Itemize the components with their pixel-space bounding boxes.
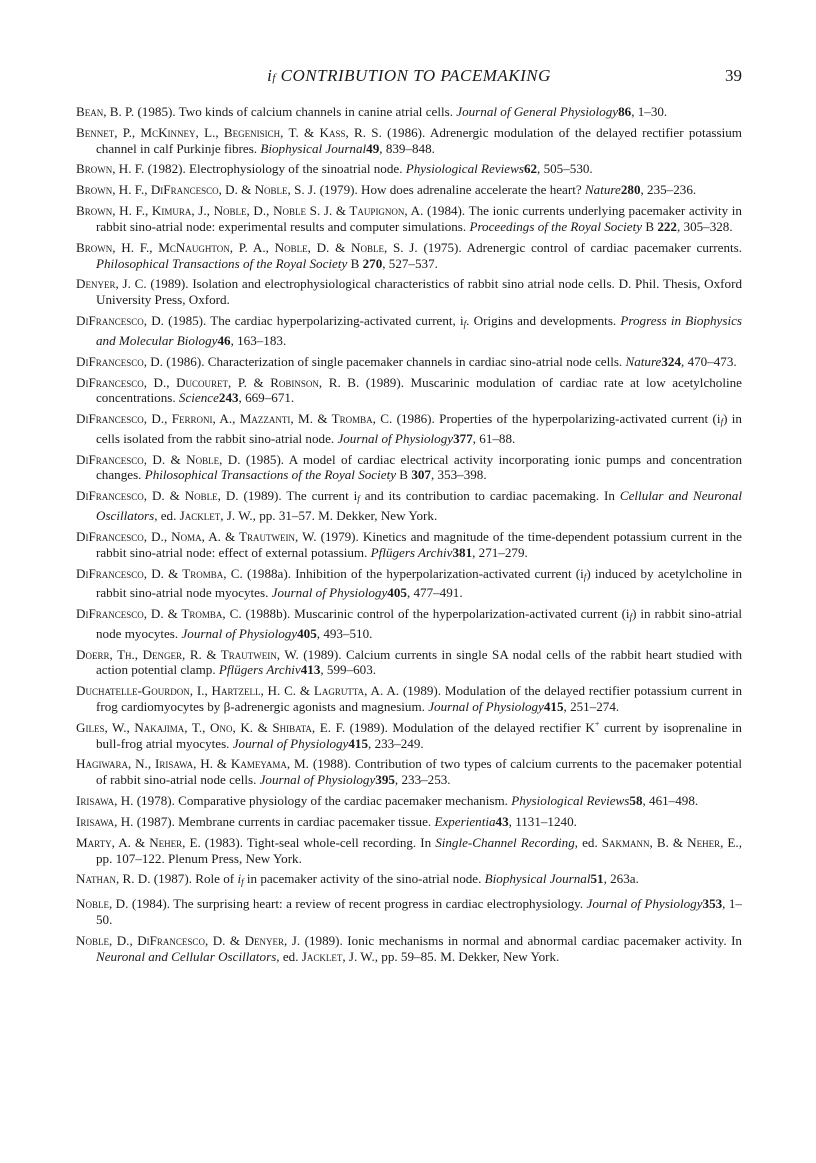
ref-source: Pflügers Archiv — [370, 544, 453, 560]
ref-text: (1986). Characterization of single pacemaker channels in cardiac sino-atrial node cells. — [163, 353, 626, 369]
ref-editors: Sakmann, B. & Neher, E. — [601, 834, 739, 850]
ref-volume: 377 — [453, 430, 473, 446]
reference-item — [76, 647, 742, 678]
running-header — [76, 66, 742, 96]
ref-source: Pflügers Archiv — [218, 662, 301, 678]
ref-source: Nature — [584, 182, 621, 198]
ref-text-continued: . Origins and developments. — [466, 313, 621, 329]
ref-italic-symbol: i — [237, 871, 242, 887]
ref-pages: , 461–498. — [642, 793, 699, 809]
ref-source: Journal of Physiology — [259, 772, 376, 788]
ref-authors: Brown, H. F. — [76, 161, 145, 177]
ref-text: (1987). Membrane currents in cardiac pacemaker tissue. — [133, 813, 435, 829]
ref-volume: 49 — [366, 140, 380, 156]
ref-source: Proceedings of the Royal Society — [469, 218, 643, 234]
ref-subscript: f — [629, 612, 633, 623]
ref-text: (1989). Ionic mechanisms in normal and abnormal cardiac pacemaker activity. In — [300, 932, 742, 948]
ref-volume: 46 — [217, 332, 231, 348]
ref-pages: , 470–473. — [681, 353, 737, 369]
ref-subscript: f — [720, 417, 724, 428]
ref-text: (1986). Adrenergic modulation of the delayed rectifier potassium channel in calf Purkinje fibres. — [96, 124, 742, 156]
ref-authors: Noble, D., DiFrancesco, D. & Denyer, J. — [76, 932, 301, 948]
title-subscript: f — [272, 72, 276, 84]
ref-text: (1979). Kinetics and magnitude of the time-dependent potassium current in the rabbit sino-atrial node: effect of external potassium. — [96, 528, 742, 560]
ref-authors: DiFrancesco, D., Noma, A. & Trautwein, W. — [76, 528, 317, 544]
ref-pages: , 263a. — [603, 871, 639, 887]
reference-item — [76, 375, 742, 406]
ref-pages: , 1131–1240. — [508, 813, 577, 829]
ref-pages: , 251–274. — [563, 698, 620, 714]
ref-pages: , 527–537. — [382, 255, 438, 271]
ref-authors: DiFrancesco, D. — [76, 313, 164, 329]
ref-authors: DiFrancesco, D. — [76, 353, 164, 369]
reference-item — [76, 896, 742, 927]
ref-text: (1989). Calcium currents in single SA nodal cells of the rabbit heart studied with action potential clamp. — [96, 646, 742, 678]
reference-item — [76, 452, 742, 483]
ref-pages: , 233–253. — [394, 772, 451, 788]
ref-text: (1985). Two kinds of calcium channels in canine atrial cells. — [134, 104, 457, 119]
reference-item — [76, 835, 742, 866]
ref-authors: Bennet, P., McKinney, L., Begenisich, T. & Kass, R. S. — [76, 124, 382, 140]
ref-text: (1989). The current i — [238, 488, 358, 504]
reference-item — [76, 756, 742, 787]
ref-source: Biophysical Journal — [484, 871, 591, 887]
ref-text-continued: ) in cells isolated from the rabbit sino-atrial node. — [96, 411, 742, 446]
ref-text-continued: ) in rabbit sino-atrial node myocytes. — [96, 606, 742, 641]
ref-source: Single-Channel Recording — [435, 834, 575, 850]
ref-source: Journal of Physiology — [337, 430, 454, 446]
ref-source: Physiological Reviews — [405, 161, 524, 177]
ref-text-continued: ) induced by acetylcholine in rabbit sino-atrial node myocytes. — [96, 565, 743, 601]
ref-source: Journal of Physiology — [586, 896, 703, 912]
ref-volume: 222 — [657, 218, 677, 234]
reference-item — [76, 529, 742, 560]
ref-pages: , 505–530. — [537, 161, 593, 177]
ref-text: (1978). Comparative physiology of the cardiac pacemaker mechanism. — [133, 793, 512, 809]
ref-volume: 62 — [523, 161, 538, 177]
reference-item — [76, 125, 742, 156]
ref-subscript: f — [463, 319, 467, 330]
ref-volume: 395 — [375, 772, 395, 788]
ref-authors: DiFrancesco, D. & Noble, D. — [76, 451, 241, 467]
ref-authors: Brown, H. F., Kimura, J., Noble, D., Noble S. J. & Taupignon, A. — [76, 203, 424, 219]
ref-text-continued: and its contribution to cardiac pacemaking. In — [359, 488, 620, 504]
ref-text: (1988a). Inhibition of the hyperpolarization-activated current (i — [242, 565, 584, 581]
ref-source: Cellular and Neuronal Oscillators — [96, 488, 742, 524]
ref-subscript: f — [357, 494, 360, 505]
ref-text: (1985). A model of cardiac electrical activity incorporating ionic pumps and concentration changes. — [96, 451, 742, 483]
ref-text: (1982). Electrophysiology of the sinoatrial node. — [144, 161, 406, 177]
ref-text: (1979). How does adrenaline accelerate the heart? — [316, 182, 585, 198]
ref-subscript: f — [241, 877, 244, 888]
ref-source: Philosophical Transactions of the Royal Society — [144, 467, 397, 483]
ref-authors: Noble, D. — [76, 896, 129, 912]
reference-item — [76, 683, 742, 714]
ref-pages: , 839–848. — [379, 140, 435, 156]
title-text: CONTRIBUTION TO PACEMAKING — [275, 66, 551, 85]
ref-authors: Doerr, Th., Denger, R. & Trautwein, W. — [76, 646, 299, 662]
ref-volume: 353 — [702, 896, 723, 912]
ref-text: (1975). Adrenergic control of cardiac pacemaker currents. — [417, 239, 742, 255]
ref-source: Nature — [625, 353, 662, 369]
ref-pages: , 669–671. — [238, 390, 295, 406]
ref-source: Journal of Physiology — [181, 625, 298, 641]
ref-editor-prefix: , ed. — [276, 948, 302, 964]
reference-item — [76, 566, 742, 601]
ref-volume: 270 — [362, 255, 383, 271]
ref-pages: , 233–249. — [368, 735, 424, 751]
ref-authors: DiFrancesco, D. & Noble, D. — [76, 488, 239, 504]
ref-pages: , 163–183. — [230, 332, 287, 348]
reference-item — [76, 871, 742, 891]
page — [76, 66, 742, 970]
ref-source: Journal of Physiology — [428, 698, 544, 714]
ref-pages: , 353–398. — [430, 467, 487, 483]
reference-item — [76, 488, 742, 523]
ref-source: Physiological Reviews — [511, 793, 630, 809]
ref-text: (1989). Modulation of the delayed rectifier potassium current in frog cardiomyocytes by β-adrenergic agonists and magnesium. — [96, 683, 743, 714]
reference-item — [76, 313, 742, 348]
ref-text: (1989). Isolation and electrophysiological characteristics of rabbit sino atrial node cells. D. Phil. Thesis, Oxford University Press, Oxford. — [96, 276, 742, 308]
reference-item — [76, 161, 742, 177]
ref-volume: 307 — [411, 467, 431, 483]
ref-pages: , 305–328. — [676, 218, 733, 234]
ref-editors: Jacklet, J. W. — [301, 948, 375, 964]
ref-source: Biophysical Journal — [260, 140, 367, 156]
ref-text-continued: current by isoprenaline in bull-frog atrial myocytes. — [96, 719, 742, 751]
ref-editor-prefix: , ed. — [574, 834, 602, 850]
ref-source: Journal of Physiology — [232, 735, 349, 751]
ref-volume: 405 — [387, 585, 407, 601]
reference-item — [76, 240, 742, 271]
ref-series: B — [347, 255, 363, 271]
ref-text: (1984). The surprising heart: a review of recent progress in cardiac electrophysiology. — [128, 896, 587, 912]
ref-volume: 243 — [218, 390, 239, 406]
ref-superscript: + — [594, 719, 600, 729]
ref-authors: DiFrancesco, D. & Tromba, C. — [76, 565, 243, 581]
ref-subscript: f — [583, 571, 587, 582]
ref-authors: Hagiwara, N., Irisawa, H. & Kameyama, M. — [76, 756, 309, 772]
ref-authors: Brown, H. F., DiFrancesco, D. & Noble, S. J. — [76, 182, 317, 198]
ref-text: (1988b). Muscarinic control of the hyperpolarization-activated current (i — [241, 606, 630, 622]
ref-text: (1989). Modulation of the delayed rectifier K — [345, 719, 595, 735]
ref-text: (1987). Role of — [150, 871, 238, 887]
ref-text: (1983). Tight-seal whole-cell recording. In — [200, 834, 436, 850]
ref-authors: Irisawa, H. — [76, 813, 134, 829]
ref-volume: 280 — [620, 182, 641, 198]
ref-source: Neuronal and Cellular Oscillators — [96, 948, 277, 964]
title-symbol: i — [267, 66, 273, 85]
ref-text: (1985). The cardiac hyperpolarizing-activated current, i — [163, 313, 464, 329]
ref-source: Science — [178, 390, 219, 406]
ref-pages: , 477–491. — [406, 585, 463, 601]
ref-authors: Irisawa, H. — [76, 793, 134, 809]
ref-text: (1986). Properties of the hyperpolarizing-activated current (i — [392, 411, 721, 427]
reference-item — [76, 793, 742, 809]
ref-volume: 405 — [297, 625, 317, 641]
ref-authors: Brown, H. F., McNaughton, P. A., Noble, D. & Noble, S. J. — [76, 239, 418, 255]
ref-editors: Jacklet, J. W. — [179, 508, 253, 524]
ref-volume: 324 — [661, 353, 682, 369]
ref-authors: DiFrancesco, D. & Tromba, C. — [76, 606, 242, 622]
ref-volume: 51 — [590, 871, 604, 887]
reference-item — [76, 814, 742, 830]
ref-editor-prefix: , ed. — [154, 508, 180, 524]
ref-pages: , 235–236. — [640, 182, 697, 198]
ref-authors: Denyer, J. C. — [76, 276, 147, 292]
ref-tail: , pp. 59–85. M. Dekker, New York. — [374, 948, 560, 964]
reference-item — [76, 354, 742, 370]
reference-item — [76, 182, 742, 198]
running-head-title — [76, 66, 742, 86]
ref-authors: DiFrancesco, D., Ducouret, P. & Robinson, R. B. — [76, 374, 360, 390]
reference-item — [76, 276, 742, 307]
ref-pages: , 271–279. — [472, 544, 528, 560]
reference-item — [76, 104, 742, 120]
ref-text: (1989). Muscarinic modulation of cardiac rate at low acetylcholine concentrations. — [96, 374, 742, 406]
ref-text: (1988). Contribution of two types of calcium currents to the pacemaker potential of rabbit sino-atrial node cells. — [96, 756, 742, 788]
ref-text: (1984). The ionic currents underlying pacemaker activity in rabbit sino-atrial node: experimental results and computer simulations. — [96, 203, 742, 234]
reference-item — [76, 933, 742, 964]
ref-source: Journal of Physiology — [271, 585, 388, 601]
ref-source: Experientia — [434, 813, 496, 829]
ref-volume: 381 — [452, 544, 473, 560]
ref-tail: , pp. 31–57. M. Dekker, New York. — [252, 508, 438, 524]
ref-authors: Marty, A. & Neher, E. — [76, 834, 201, 850]
reference-item — [76, 203, 742, 234]
ref-volume: 415 — [543, 698, 564, 714]
ref-authors: DiFrancesco, D., Ferroni, A., Mazzanti, M. & Tromba, C. — [76, 411, 393, 427]
ref-series: B — [396, 467, 412, 483]
ref-volume: 415 — [348, 735, 369, 751]
ref-pages: , 1–30. — [631, 104, 668, 119]
reference-list — [76, 104, 742, 964]
reference-item — [76, 720, 742, 751]
ref-source: Progress in Biophysics and Molecular Biology — [96, 313, 742, 348]
ref-volume: 413 — [300, 662, 321, 678]
ref-volume: 43 — [495, 813, 509, 829]
ref-tail: , pp. 107–122. Plenum Press, New York. — [96, 834, 742, 866]
ref-authors: Duchatelle-Gourdon, I., Hartzell, H. C. & Lagrutta, A. A. — [76, 683, 400, 699]
ref-pages: , 493–510. — [316, 625, 373, 641]
ref-pages: , 1–50. — [96, 896, 742, 928]
reference-item — [76, 411, 742, 446]
ref-pages: , 61–88. — [472, 430, 516, 446]
reference-item — [76, 606, 742, 641]
ref-text-continued: in pacemaker activity of the sino-atrial node. — [243, 871, 485, 887]
ref-source: Journal of General Physiology — [456, 104, 619, 119]
ref-series: B — [642, 218, 658, 234]
ref-volume: 86 — [618, 104, 632, 119]
ref-pages: , 599–603. — [320, 662, 377, 678]
page-number: 39 — [725, 66, 742, 85]
ref-authors: Giles, W., Nakajima, T., Ono, K. & Shibata, E. F. — [76, 719, 346, 735]
ref-authors: Bean, B. P. — [76, 104, 135, 119]
ref-authors: Nathan, R. D. — [76, 871, 151, 887]
ref-volume: 58 — [629, 793, 643, 809]
ref-source: Philosophical Transactions of the Royal Society — [96, 255, 348, 271]
